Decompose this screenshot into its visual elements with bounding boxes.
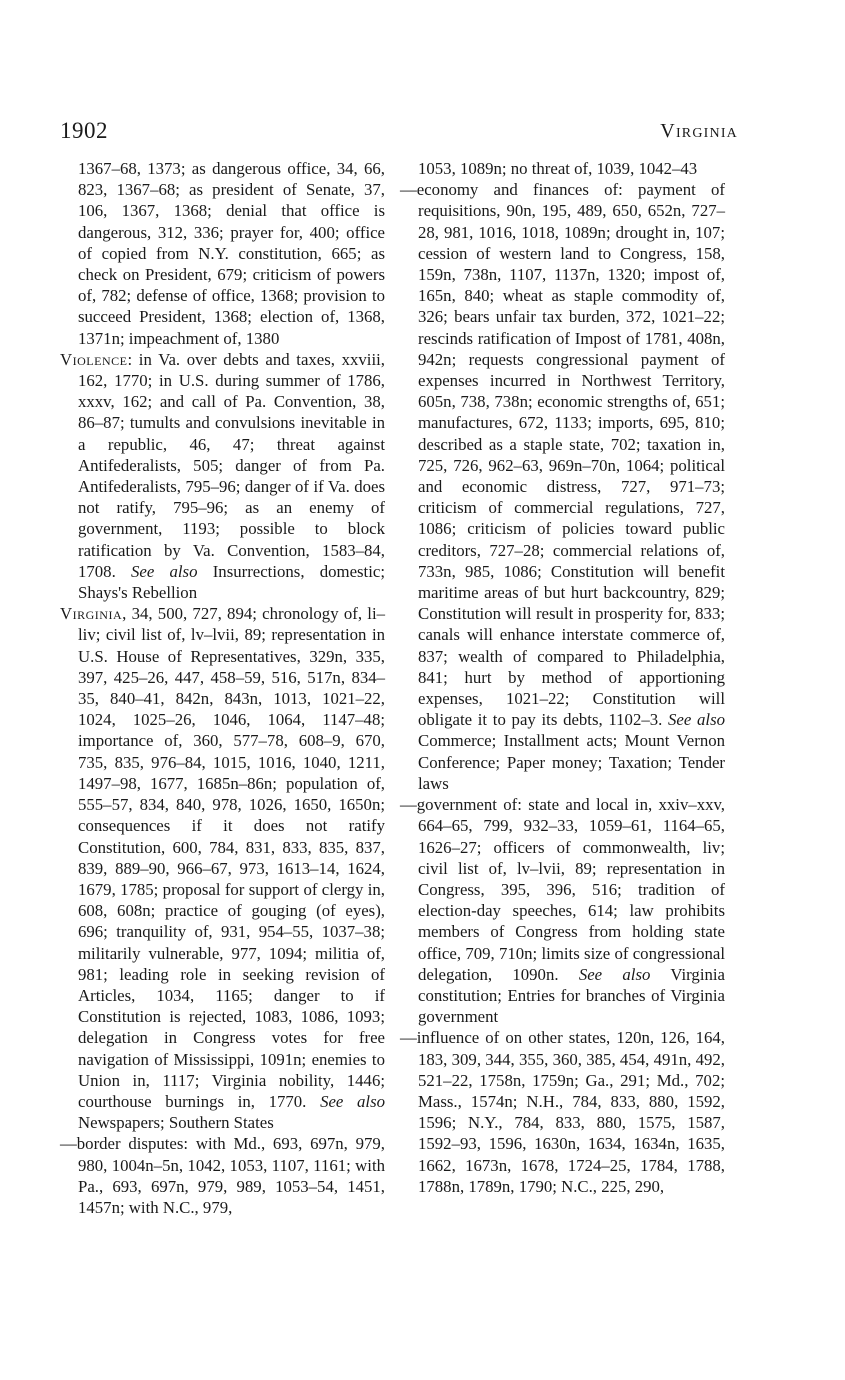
see-also-text: Virginia constitution; Entries for branches of Virginia government — [418, 964, 725, 1027]
see-also-label: See also — [320, 1091, 385, 1111]
see-also-text: Insurrections, domestic; Shays's Rebellion — [78, 561, 385, 603]
see-also-text: Newspapers; Southern States — [78, 1113, 274, 1133]
entry-virginia — [60, 603, 385, 1133]
entry-vice-president-continued: 1367–68, 1373; as dangerous office, 34, 66, 823, 1367–68; as president of Senate, 37, 106, 1367, 1368; denial that office is dangerous, 312, 336; prayer for, 400; office of copied from N.Y. constitution, 665; as check on President, 679; criticism of powers of, 782; defense of office, 1368; provision to succeed President, 1368; election of, 1368, 1371n; impeachment of, 1380 — [78, 159, 385, 348]
right-column — [400, 158, 725, 1197]
see-also-label: See also — [578, 964, 651, 984]
see-also-text: Commerce; Installment acts; Mount Vernon Conference; Paper money; Taxation; Tender laws — [418, 731, 725, 793]
subentry-influence-on-other-states: —influence of on other states, 120n, 126, 164, 183, 309, 344, 355, 360, 385, 454, 491n, 492, 521–22, 1758n, 1759n; Ga., 291; Md., 702; Mass., 1574n; N.H., 784, 833, 880, 1592, 1596; N.Y., 784, 833, 880, 1575, 1587, 1592–93, 1596, 1630n, 1634, 1634n, 1635, 1662, 1673n, 1678, 1724–25, 1784, 1788, 1788n, 1789n, 1790; N.C., 225, 290, — [400, 1028, 725, 1196]
see-also-label: See also — [668, 710, 725, 730]
subentry-government — [400, 794, 725, 1027]
entry-heading: Violence — [60, 349, 128, 369]
entry-text: : in Va. over debts and taxes, xxviii, 162, 1770; in U.S. during summer of 1786, xxxv, 162; and call of Pa. Convention, 38, 86–87; tumults and convulsions inevitable in a republic, 46, 47; threat against Antifederalists, 505; danger of from Pa. Antifederalists, 795–96; danger of if Va. does not ratify, 795–96; as an enemy of government, 1193; possible to block ratification by Va. Convention, 1583–84, 1708. — [78, 349, 385, 581]
subentry-border-disputes: —border disputes: with Md., 693, 697n, 979, 980, 1004n–5n, 1042, 1053, 1107, 1161; with Pa., 693, 697n, 979, 989, 1053–54, 1451, 1457n; with N.C., 979, — [60, 1134, 385, 1217]
entry-text: —economy and finances of: payment of requisitions, 90n, 195, 489, 650, 652n, 727–28, 981, 1016, 1018, 1089n; drought in, 107; cession of western land to Congress, 158, 159n, 738n, 1107, 1137n, 1320; impost of, 165n, 840; wheat as staple commodity of, 326; bears unfair tax burden, 372, 1021–22; rescinds ratification of Impost of 1781, 408n, 942n; requests congressional payment of expenses incurred in Northwest Territory, 605n, 738, 738n; economic strengths of, 651; manufactures, 672, 1133; imports, 695, 810; described as a staple state, 702; taxation in, 725, 726, 962–63, 969n–70n, 1064; political and economic distress, 727, 971–73; criticism of commercial regulations, 727, 1086; criticism of policies toward public creditors, 727–28; commercial relations of, 733n, 985, 1086; Constitution will benefit maritime areas of but hurt backcountry, 829; Constitution will result in prosperity for, 833; canals will enhance interstate commerce of, 837; wealth of compared to Philadelphia, 841; hurt by method of apportioning expenses, 1021–22; Constitution will obligate it to pay its debts, 1102–3. — [400, 180, 725, 730]
entry-heading: Virginia — [60, 604, 123, 624]
entry-text: —government of: state and local in, xxiv–xxv, 664–65, 799, 932–33, 1059–61, 1164–65, 1626–27; officers of commonwealth, liv; civil list of, lv–lvii, 89; representation in Congress, 395, 396, 516; tradition of election-day speeches, 614; law prohibits members of Congress from holding state office, 709, 710n; limits size of congressional delegation, 1090n. — [400, 795, 725, 984]
page-number: 1902 — [60, 118, 108, 143]
entry-text: , 34, 500, 727, 894; chronology of, li–liv; civil list of, lv–lvii, 89; representation in U.S. House of Representatives, 329n, 335, 397, 425–26, 447, 458–59, 516, 517n, 834–35, 840–41, 842n, 843n, 1013, 1021–22, 1024, 1025–26, 1046, 1064, 1147–48; importance of, 360, 577–78, 608–9, 670, 735, 835, 976–84, 1015, 1016, 1040, 1211, 1497–98, 1677, 1685n–86n; population of, 555–57, 834, 840, 978, 1026, 1650, 1650n; consequences if it does not ratify Constitution, 600, 784, 831, 833, 835, 837, 839, 889–90, 966–67, 973, 1613–14, 1624, 1679, 1785; proposal for support of clergy in, 608, 608n; practice of gouging (of eyes), 696; tranquility of, 931, 954–55, 1037–38; militarily vulnerable, 977, 1094; militia of, 981; leading role in seeking revision of Articles, 1034, 1165; danger to if Constitution is rejected, 1083, 1086, 1093; delegation in Congress votes for free navigation of Mississippi, 1091n; enemies to Union in, 1117; Virginia nobility, 1446; courthouse burnings in, 1770. — [78, 604, 385, 1111]
running-head: Virginia — [660, 120, 738, 142]
page-header — [60, 118, 738, 148]
subentry-border-disputes-continued: 1053, 1089n; no threat of, 1039, 1042–43 — [418, 159, 698, 178]
see-also-label: See also — [130, 561, 198, 581]
left-column — [60, 158, 385, 1218]
entry-violence — [60, 349, 385, 603]
subentry-economy-and-finances — [400, 179, 725, 794]
